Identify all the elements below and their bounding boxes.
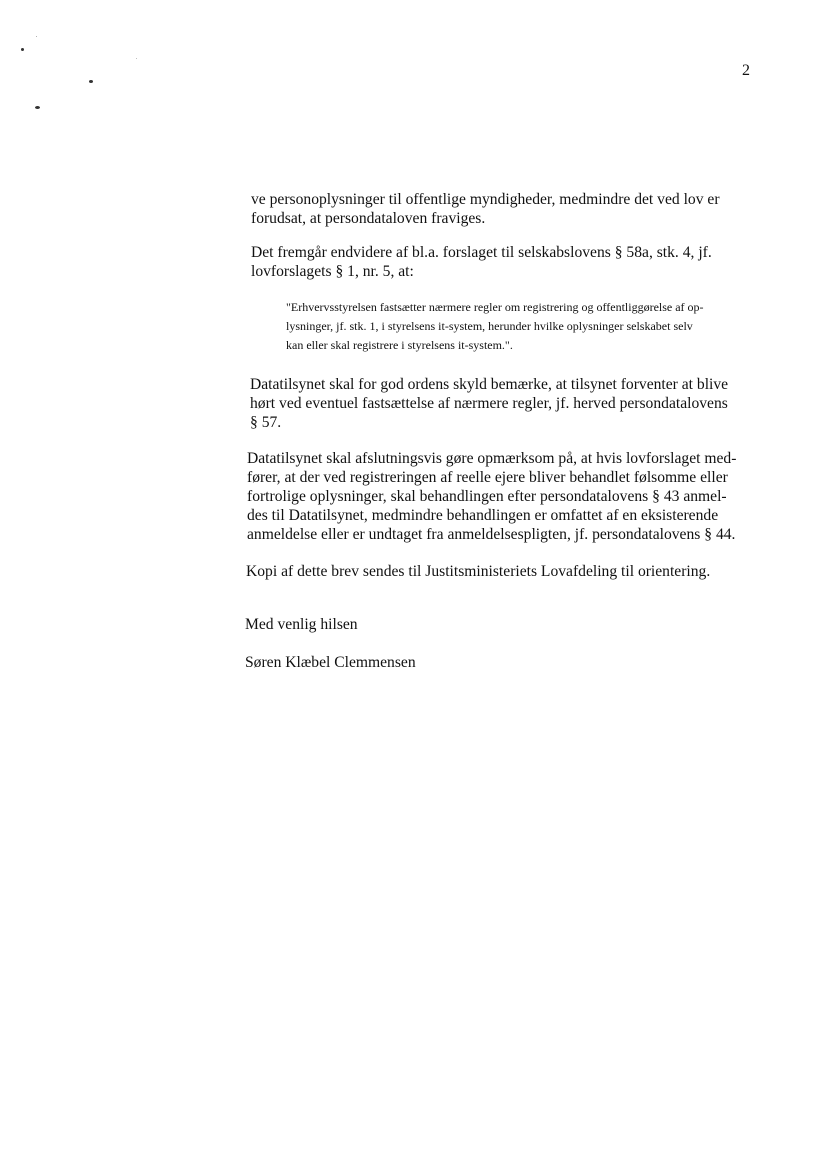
text-line: forudsat, at persondataloven fraviges. xyxy=(251,210,486,227)
quote-line: kan eller skal registrere i styrelsens it-system.". xyxy=(286,338,513,352)
quote-line: lysninger, jf. stk. 1, i styrelsens it-system, herunder hvilke oplysninger selskabet selv xyxy=(286,319,693,333)
scan-speck xyxy=(89,80,93,83)
signature-name: Søren Klæbel Clemmensen xyxy=(245,654,416,671)
text-line: hørt ved eventuel fastsættelse af nærmere regler, jf. herved persondatalovens xyxy=(250,395,728,412)
scan-speck xyxy=(35,106,40,109)
paragraph-1 xyxy=(251,190,720,228)
paragraph-5 xyxy=(246,562,710,581)
text-line: Det fremgår endvidere af bl.a. forslaget til selskabslovens § 58a, stk. 4, jf. xyxy=(251,244,712,261)
text-line: § 57. xyxy=(250,414,282,431)
text-line: fortrolige oplysninger, skal behandlingen efter persondatalovens § 43 anmel- xyxy=(247,488,727,505)
text-line: lovforslagets § 1, nr. 5, at: xyxy=(251,263,414,280)
quoted-provision xyxy=(286,298,704,355)
text-line: anmeldelse eller er undtaget fra anmeldelsespligten, jf. persondatalovens § 44. xyxy=(247,526,736,543)
quote-line: "Erhvervsstyrelsen fastsætter nærmere regler om registrering og offentliggørelse af op- xyxy=(286,300,704,314)
text-line: ve personoplysninger til offentlige myndigheder, medmindre det ved lov er xyxy=(251,191,720,208)
closing-greeting: Med venlig hilsen xyxy=(245,616,358,633)
scan-speck xyxy=(36,36,37,37)
text-line: Datatilsynet skal for god ordens skyld bemærke, at tilsynet forventer at blive xyxy=(250,376,729,393)
text-line: des til Datatilsynet, medmindre behandlingen er omfattet af en eksisterende xyxy=(247,507,719,524)
text-line: Datatilsynet skal afslutningsvis gøre opmærksom på, at hvis lovforslaget med- xyxy=(247,450,737,467)
page-number: 2 xyxy=(742,62,750,79)
paragraph-3 xyxy=(250,375,728,432)
text-line: Kopi af dette brev sendes til Justitsministeriets Lovafdeling til orientering. xyxy=(246,563,711,580)
text-line: fører, at der ved registreringen af reelle ejere bliver behandlet følsomme eller xyxy=(247,469,728,486)
scan-speck xyxy=(21,48,24,51)
paragraph-4 xyxy=(247,449,736,544)
paragraph-2 xyxy=(251,243,712,281)
scan-speck xyxy=(136,58,137,59)
